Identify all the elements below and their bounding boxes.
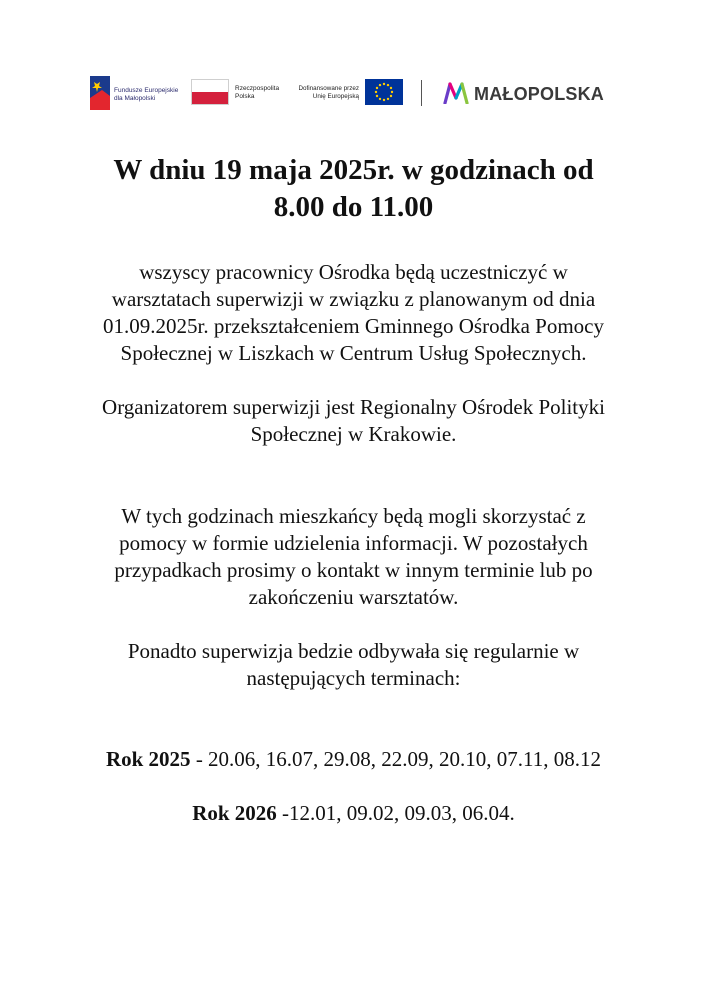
- paragraph-organizer: [40, 394, 667, 448]
- fundusze-line1: Fundusze Europejskie: [114, 87, 179, 94]
- logo-bar: [88, 74, 618, 114]
- paragraph-line: wszyscy pracownicy Ośrodka będą uczestniczyć w: [139, 260, 568, 284]
- rzeczpospolita-line2: Polska: [235, 93, 255, 100]
- paragraph-line: 01.09.2025r. przekształceniem Gminnego Ośrodka Pomocy: [103, 314, 604, 338]
- schedule-dates: - 20.06, 16.07, 29.08, 22.09, 20.10, 07.11, 08.12: [190, 747, 602, 771]
- malopolska-m-icon: [443, 82, 469, 104]
- eu-flag-icon: [365, 79, 403, 105]
- paragraph-line: przypadkach prosimy o kontakt w innym terminie lub po: [114, 558, 593, 582]
- paragraph-line: Ponadto superwizja bedzie odbywała się regularnie w: [127, 639, 580, 663]
- malopolska-logo: [443, 74, 619, 114]
- fundusze-europejskie-icon: [90, 76, 110, 110]
- eu-logo: [291, 74, 401, 114]
- paragraph-line: warsztatach superwizji w związku z planowanym od dnia: [111, 287, 596, 311]
- paragraph-residents-info: [40, 503, 667, 611]
- paragraph-line: pomocy w formie udzielenia informacji. W pozostałych: [119, 531, 588, 555]
- paragraph-line: Społecznej w Liszkach w Centrum Usług Społecznych.: [120, 341, 587, 365]
- polish-flag-icon: [191, 79, 229, 105]
- paragraph-schedule-intro: [40, 638, 667, 692]
- schedule-row-2026: [40, 800, 667, 827]
- schedule-year-label: Rok 2026: [192, 801, 277, 825]
- fundusze-line2: dla Małopolski: [114, 95, 156, 102]
- schedule-row-2025: [40, 746, 667, 773]
- schedule-dates: -12.01, 09.02, 09.03, 06.04.: [276, 801, 515, 825]
- paragraph-line: zakończeniu warsztatów.: [248, 585, 459, 609]
- paragraph-line: Społecznej w Krakowie.: [250, 422, 457, 446]
- schedule-year-label: Rok 2025: [105, 747, 191, 771]
- paragraph-line: Organizatorem superwizji jest Regionalny Ośrodek Polityki: [102, 395, 605, 419]
- announcement-title: [40, 152, 667, 226]
- logo-divider: [421, 80, 422, 106]
- rzeczpospolita-logo: [191, 74, 286, 114]
- rzeczpospolita-line1: Rzeczpospolita: [235, 85, 280, 92]
- title-line-2: 8.00 do 11.00: [273, 191, 434, 223]
- paragraph-line: W tych godzinach mieszkańcy będą mogli skorzystać z: [121, 504, 586, 528]
- eu-line1: Dofinansowane przez: [298, 85, 359, 92]
- eu-line2: Unię Europejską: [312, 93, 359, 100]
- malopolska-text: MAŁOPOLSKA: [474, 84, 604, 104]
- paragraph-line: następujących terminach:: [246, 666, 461, 690]
- fundusze-europejskie-logo: [88, 74, 183, 114]
- title-line-1: W dniu 19 maja 2025r. w godzinach od: [113, 154, 594, 186]
- paragraph-staff-supervision: [40, 259, 667, 367]
